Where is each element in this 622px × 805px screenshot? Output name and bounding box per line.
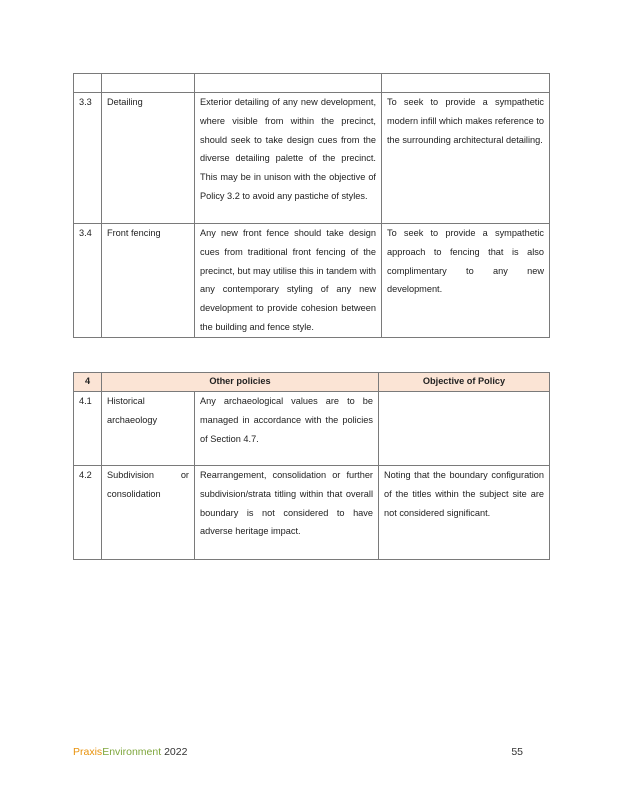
row-objective (379, 392, 550, 466)
row-policy: Any new front fence should take design cues from traditional front fencing of the precinct, but may utilise this in tandem with any contemporary styling of any new development to provide cohesion between the building and fence style. (195, 224, 382, 338)
table-header-row (74, 373, 550, 392)
row-number: 3.3 (74, 93, 102, 224)
header-policies: Other policies (102, 373, 379, 392)
brand-name-part1: Praxis (73, 746, 103, 758)
row-topic: Subdivision or consolidation (102, 466, 195, 560)
page-number: 55 (511, 746, 523, 758)
row-policy: Exterior detailing of any new development, where visible from within the precinct, should seek to take design cues from the diverse detailing palette of the precinct. This may be in unison with the objective of Policy 3.2 to avoid any pastiche of styles. (195, 93, 382, 224)
policy-table-section-3 (73, 73, 550, 338)
row-number: 3.4 (74, 224, 102, 338)
row-topic: Detailing (102, 93, 195, 224)
header-number: 4 (74, 373, 102, 392)
policy-table-section-4 (73, 372, 550, 560)
page-footer (73, 746, 523, 758)
row-number: 4.2 (74, 466, 102, 560)
row-policy: Any archaeological values are to be managed in accordance with the policies of Section 4.7. (195, 392, 379, 466)
table-row (74, 224, 550, 338)
row-topic: Historical archaeology (102, 392, 195, 466)
footer-year: 2022 (164, 746, 188, 758)
table-row-empty (74, 74, 550, 93)
table-row (74, 466, 550, 560)
table-row (74, 392, 550, 466)
table-row (74, 93, 550, 224)
brand-name-part2: Environment (102, 746, 162, 758)
row-number: 4.1 (74, 392, 102, 466)
row-policy: Rearrangement, consolidation or further subdivision/strata titling within that overall boundary is not considered to have adverse heritage impact. (195, 466, 379, 560)
header-objective: Objective of Policy (379, 373, 550, 392)
row-objective: To seek to provide a sympathetic modern infill which makes reference to the surrounding architectural detailing. (382, 93, 550, 224)
row-topic: Front fencing (102, 224, 195, 338)
row-objective: Noting that the boundary configuration of the titles within the subject site are not considered significant. (379, 466, 550, 560)
row-objective: To seek to provide a sympathetic approach to fencing that is also complimentary to any new development. (382, 224, 550, 338)
